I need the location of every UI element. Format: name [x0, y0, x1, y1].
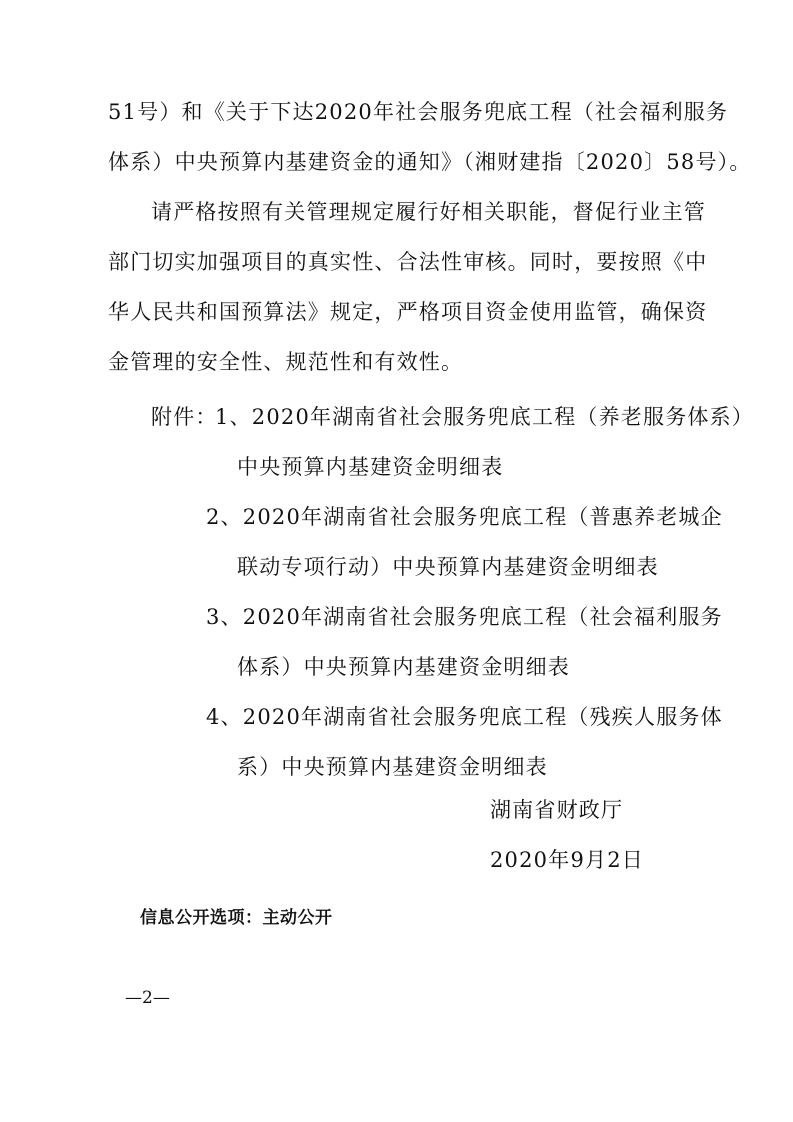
attachment-item-4-line1: 4、2020年湖南省社会服务兜底工程（残疾人服务体: [206, 705, 723, 729]
attachment-item-1-line1: 1、2020年湖南省社会服务兜底工程（养老服务体系）: [215, 405, 755, 429]
paragraph-line: 华人民共和国预算法》规定，严格项目资金使用监管，确保资: [108, 300, 708, 324]
attachment-item-4-line2: 系）中央预算内基建资金明细表: [237, 755, 548, 779]
attachment-item-3-line1: 3、2020年湖南省社会服务兜底工程（社会福利服务: [206, 605, 723, 629]
disclosure-option: 信息公开选项：主动公开: [140, 908, 333, 928]
paragraph-line: 体系）中央预算内基建资金的通知》（湘财建指〔2020〕58号）。: [108, 150, 752, 174]
attachment-item-1-line2: 中央预算内基建资金明细表: [237, 455, 504, 479]
paragraph-line: 金管理的安全性、规范性和有效性。: [108, 350, 464, 374]
issuing-organization: 湖南省财政厅: [490, 798, 624, 822]
attachment-item-2-line1: 2、2020年湖南省社会服务兜底工程（普惠养老城企: [206, 505, 723, 529]
attachment-item-2-line2: 联动专项行动）中央预算内基建资金明细表: [237, 555, 659, 579]
paragraph-line: 部门切实加强项目的真实性、合法性审核。同时，要按照《中: [108, 250, 708, 274]
paragraph-line: 51号）和《关于下达2020年社会服务兜底工程（社会福利服务: [108, 100, 729, 124]
attachment-label: 附件：: [151, 405, 218, 429]
paragraph-line: 请严格按照有关管理规定履行好相关职能，督促行业主管: [151, 200, 706, 224]
issue-date: 2020年9月2日: [490, 848, 644, 872]
attachment-item-3-line2: 体系）中央预算内基建资金明细表: [237, 655, 570, 679]
page-number: —2—: [125, 988, 170, 1008]
